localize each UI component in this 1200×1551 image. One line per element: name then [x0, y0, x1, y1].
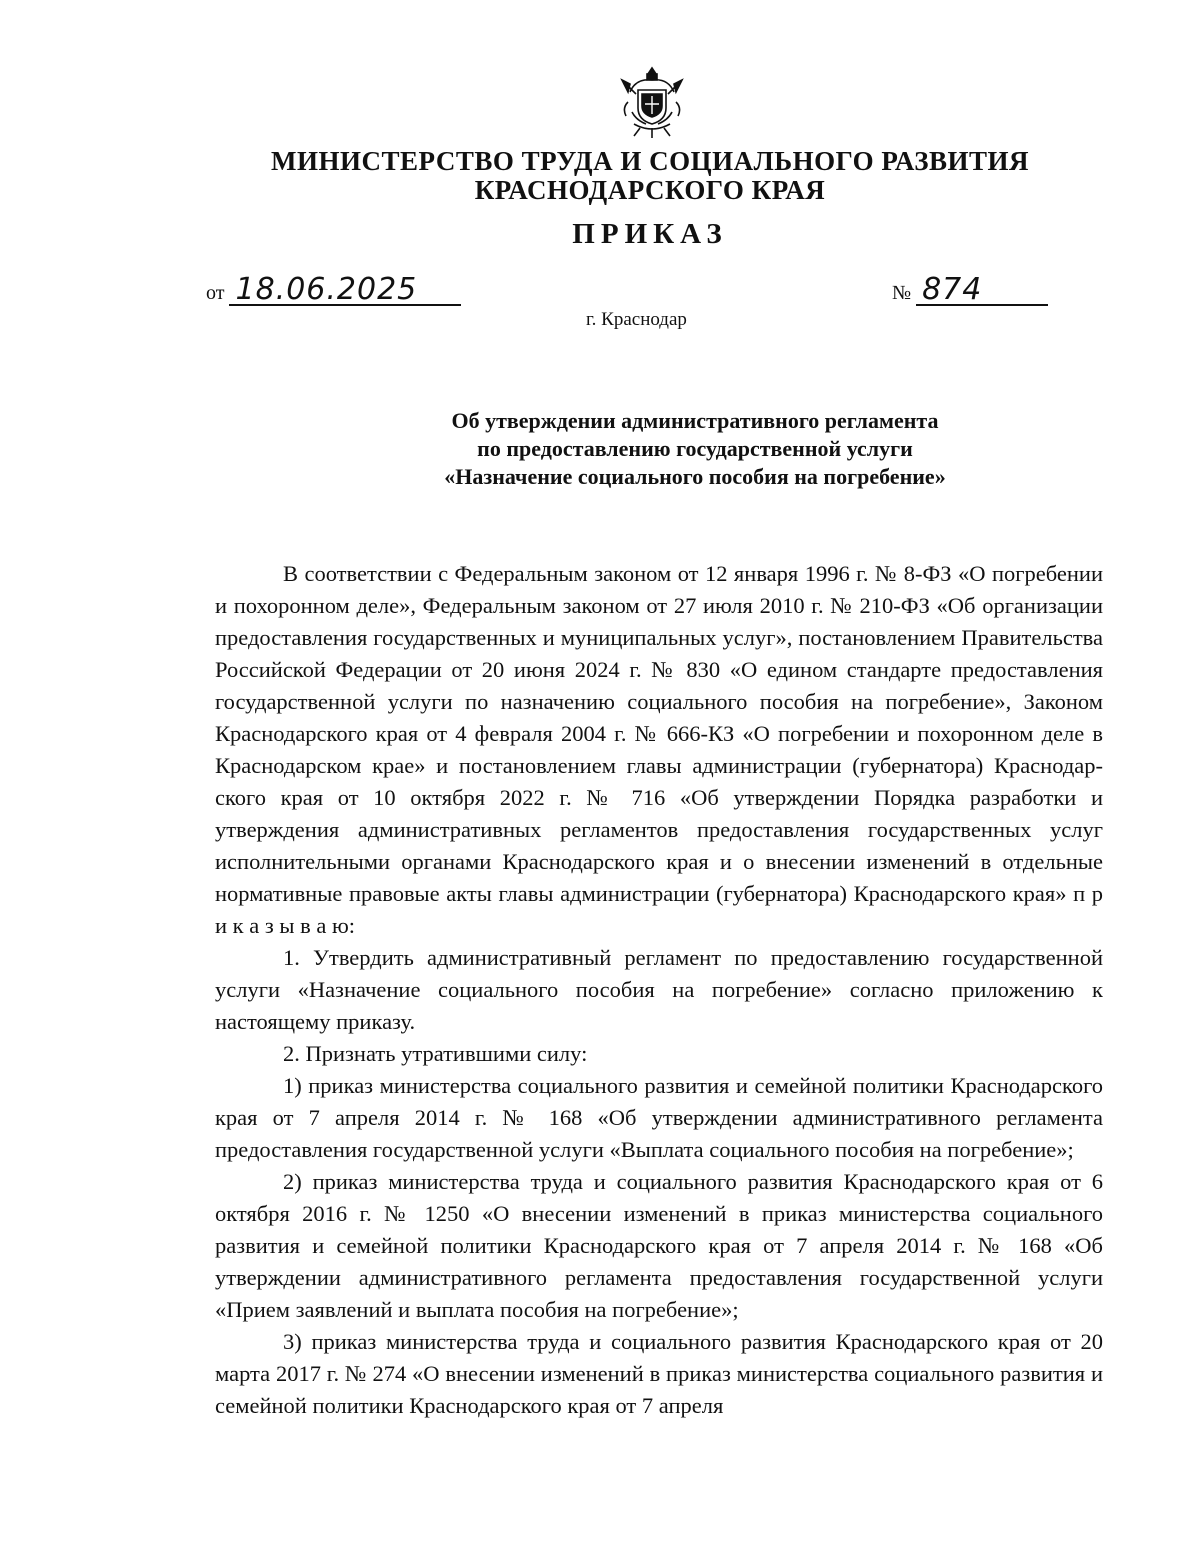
- order-number: [892, 272, 1048, 307]
- document-type-title: ПРИКАЗ: [572, 218, 728, 250]
- paragraph-preamble: В соответствии с Федеральным законом от 12 января 1996 г. № 8-ФЗ «О погребении и похоронном деле», Федеральным законом от 27 июля 2010 г. № 210-ФЗ «Об организации предоставления государственных и муниципальных услуг», постановлением Правительства Российской Федерации от 20 июня 2024 г. № 830 «О едином стандарте предоставления государственной услуги по назначению социального пособия на погребение», Законом Краснодарского края от 4 февраля 2004 г. № 666-КЗ «О погребении и похоронном деле в Краснодарском крае» и постановлением главы администрации (губернатора) Краснодарского края от 10 октября 2022 г. № 716 «Об утверждении Порядка разработки и утверждения административных регламентов предоставления государственных услуг исполнительными органами Краснодарского края и о внесении изменений в отдельные нормативные правовые акты главы администрации (губернатора) Краснодарского края» п р и к а з ы в а ю:: [215, 561, 1103, 938]
- coat-of-arms-emblem: [612, 62, 692, 142]
- handwritten-date: 18.06.2025: [229, 276, 461, 306]
- heading-line1: Об утверждении административного регламента: [451, 408, 939, 433]
- city-label: г. Краснодар: [586, 309, 687, 330]
- paragraph-item-1: 1. Утвердить административный регламент по предоставлению государственной услуги «Назначение социального пособия на погребение» согласно приложению к настоящему приказу.: [215, 945, 1103, 1034]
- paragraph-subitem-1: 1) приказ министерства социального развития и семейной политики Краснодарского края от 7 апреля 2014 г. № 168 «Об утверждении административного регламента предоставления государственной услуги «Выплата социального пособия на погребение»;: [215, 1073, 1103, 1162]
- number-prefix-label: №: [892, 282, 912, 304]
- paragraph-item-2: 2. Признать утратившими силу:: [283, 1041, 588, 1066]
- heading-line2: по предоставлению государственной услуги: [477, 436, 913, 461]
- document-heading: [380, 407, 1010, 491]
- handwritten-number: 874: [916, 276, 1048, 306]
- order-date: [206, 272, 461, 307]
- document-body: [215, 558, 1103, 1422]
- ministry-name-line2: КРАСНОДАРСКОГО КРАЯ: [474, 175, 826, 205]
- date-prefix-label: от: [206, 282, 225, 304]
- paragraph-subitem-2: 2) приказ министерства труда и социального развития Краснодарского края от 6 октября 2016 г. № 1250 «О внесении изменений в приказ министерства социального развития и семейной политики Краснодарского края от 7 апреля 2014 г. № 168 «Об утверждении административного регламента предоставления государственной услуги «Прием заявлений и выплата пособия на погребение»;: [215, 1169, 1103, 1322]
- paragraph-subitem-3: 3) приказ министерства труда и социального развития Краснодарского края от 20 марта 2017 г. № 274 «О внесении изменений в приказ министерства социального развития и семейной политики Краснодарского края от 7 апреля: [215, 1329, 1103, 1418]
- heading-line3: «Назначение социального пособия на погребение»: [444, 464, 946, 489]
- ministry-name-line1: МИНИСТЕРСТВО ТРУДА И СОЦИАЛЬНОГО РАЗВИТИЯ: [271, 146, 1029, 176]
